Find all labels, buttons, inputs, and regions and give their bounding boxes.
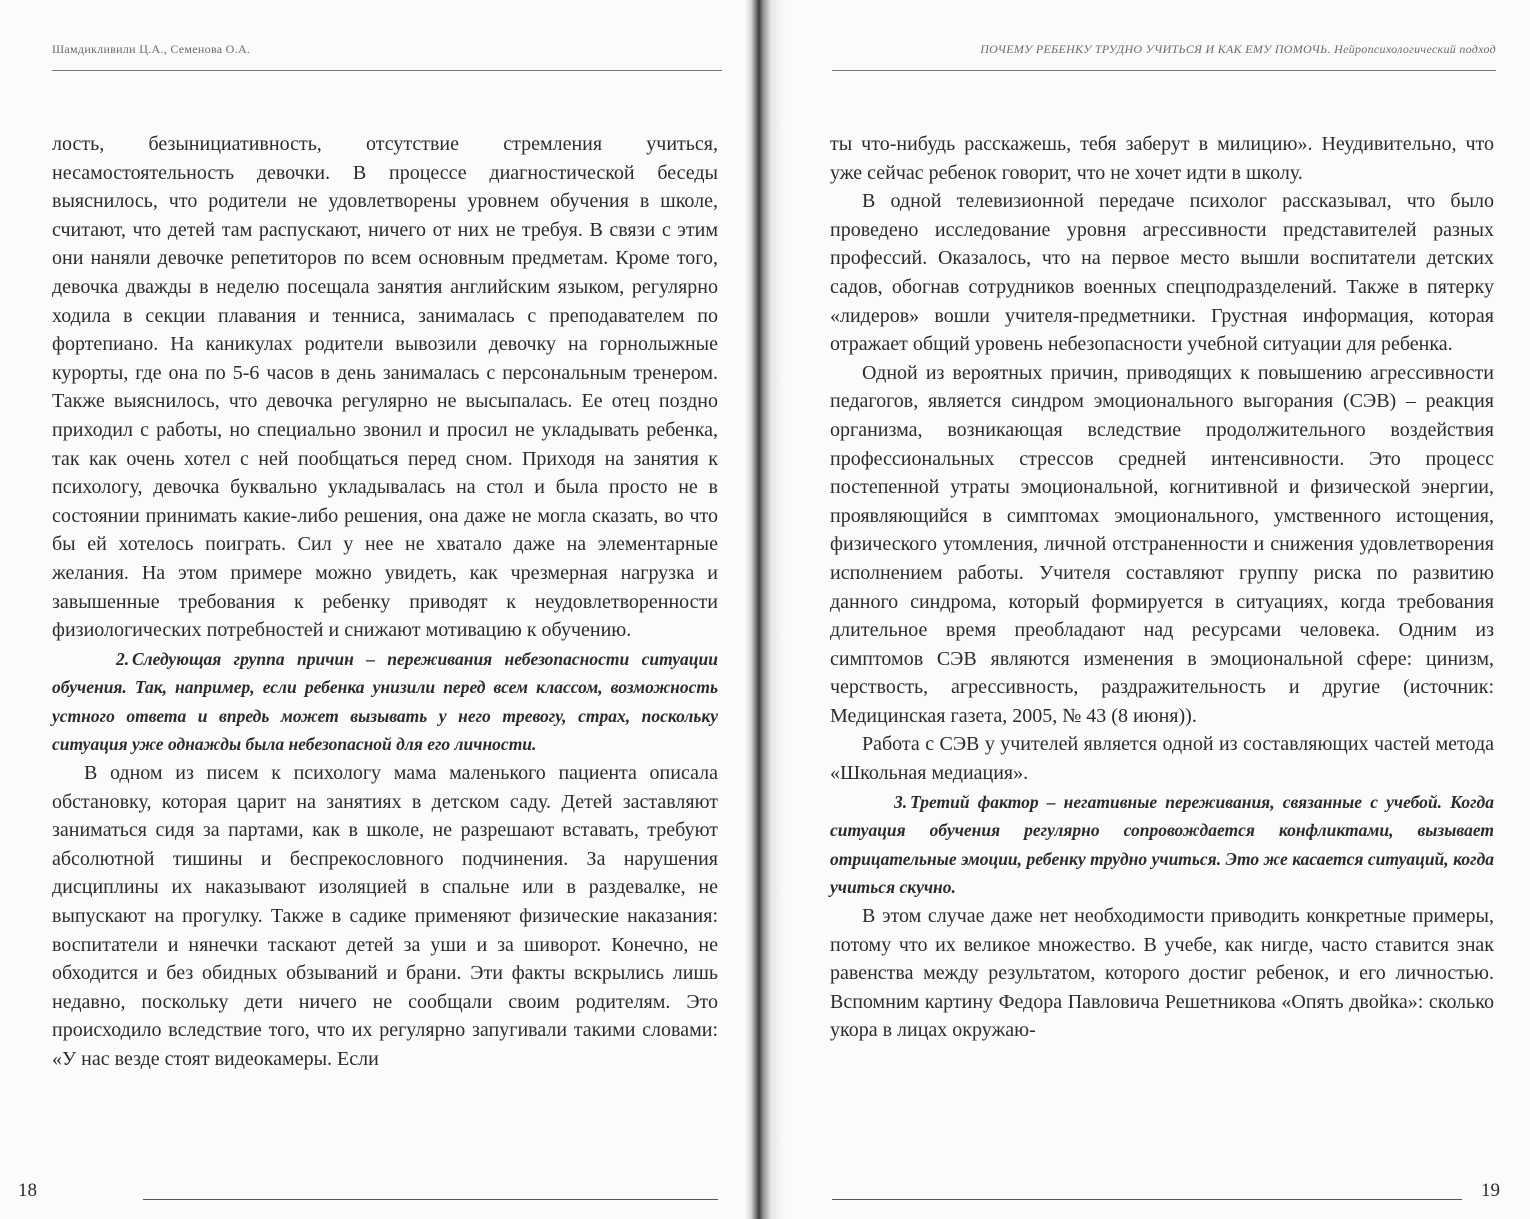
book-gutter [745,0,785,1219]
right-emphasis-paragraph [830,788,1494,902]
left-page [0,0,752,1219]
right-emphasis-number: 3. [894,791,908,812]
right-page [780,0,1530,1219]
right-footer-rule [832,1199,1462,1200]
left-running-head: Шамдикливили Ц.А., Семенова О.А. [52,42,251,56]
left-footer-rule [143,1199,718,1200]
left-header-rule [52,70,722,71]
right-paragraph-3: Одной из вероятных причин, приводящих к повышению агрессивности педагогов, является синдром эмоционального выгорания (СЭВ) – реакция организма, возникающая вследствие продолжительного воздействия профессиональных стрессов средней интенсивности. Это процесс постепенной утраты эмоциональной, когнитивной и физической энергии, проявляющийся в симптомах эмоционального, умственного истощения, физического утомления, личной отстраненности и снижения удовлетворения исполнением работы. Учителя составляют группу риска по развитию данного синдрома, который формируется в ситуациях, когда требования длительное время преобладают над ресурсами человека. Одним из симптомов СЭВ являются изменения в эмоциональной сфере: цинизм, черствость, агрессивность, раздражительность и другие (источник: Медицинская газета, 2005, № 43 (8 июня)). [830,361,1494,727]
right-paragraph-2: В одной телевизионной передаче психолог рассказывал, что было проведено исследование уровня агрессивности представителей разных профессий. Оказалось, что на первое место вышли воспитатели детских садов, обогнав сотрудников военных спецподразделений. Также в пятерку «лидеров» вошли учителя-предметники. Грустная информация, которая отражает общий уровень небезопасности учебной ситуации для ребенка. [830,190,1494,356]
right-paragraph-5: В этом случае даже нет необходимости приводить конкретные примеры, потому что их великое множество. В учебе, как нигде, часто ставится знак равенства между результатом, которого достиг ребенок, и его личностью. Вспомним картину Федора Павловича Решетникова «Опять двойка»: сколько укора в лицах окружаю- [830,905,1494,1042]
left-page-number: 18 [18,1180,37,1201]
left-paragraph-1: лость, безынициативность, отсутствие стремления учиться, несамостоятельность девочки. В процессе диагностической беседы выяснилось, что родители не удовлетворены уровнем обучения в школе, считают, что детей там распускают, ничего от них не требуя. В связи с этим они наняли девочке репетиторов по всем основным предметам. Кроме того, девочка дважды в неделю посещала занятия английским языком, регулярно ходила в секции плавания и тенниса, занималась с преподавателем по фортепиано. На каникулах родители вывозили девочку на горнолыжные курорты, где она по 5-6 часов в день занималась с персональным тренером. Также выяснилось, что девочка регулярно не высыпалась. Ее отец поздно приходил с работы, но специально звонил и просил не укладывать ребенка, так как очень хотел с ней пообщаться перед сном. Приходя на занятия к психологу, девочка буквально укладывалась на стол и была просто не в состоянии принимать какие-либо решения, она даже не могла сказать, во что бы ей хотелось поиграть. Сил у нее не хватало даже на элементарные желания. На этом примере можно увидеть, как чрезмерная нагрузка и завышенные требования к ребенку приводят к неудовлетворенности физиологических потребностей и снижают мотивацию к обучению. [52,133,718,642]
right-header-rule [832,70,1496,71]
right-page-number: 19 [1481,1180,1500,1201]
right-running-head: ПОЧЕМУ РЕБЕНКУ ТРУДНО УЧИТЬСЯ И КАК ЕМУ ПОМОЧЬ. Нейропсихологический подход [980,42,1496,56]
left-emphasis-text: Следующая группа причин – переживания небезопасности ситуации обучения. Так, например, если ребенка унизили перед всем классом, возможность устного ответа и впредь может вызывать у него тревогу, страх, поскольку ситуация уже однажды была небезопасной для его личности. [52,648,718,755]
left-emphasis-number: 2. [116,648,130,669]
right-emphasis-text: Третий фактор – негативные переживания, связанные с учебой. Когда ситуация обучения регулярно сопровождается конфликтами, вызывает отрицательные эмоции, ребенку трудно учиться. Это же касается ситуаций, когда учиться скучно. [830,791,1494,898]
left-paragraph-2: В одном из писем к психологу мама маленького пациента описала обстановку, которая царит на занятиях в детском саду. Детей заставляют заниматься сидя за партами, как в школе, не разрешают вставать, требуют абсолютной тишины и беспрекословного подчинения. За нарушения дисциплины их наказывают изоляцией в спальне или в раздевалке, не выпускают на прогулку. Также в садике применяют физические наказания: воспитатели и нянечки таскают детей за уши и за шиворот. Конечно, не обходится и без обидных обзываний и брани. Эти факты вскрылись лишь недавно, поскольку дети ничего не сообщали своим родителям. Это происходило вследствие того, что их регулярно запугивали такими словами: «У нас везде стоят видеокамеры. Если [52,762,718,1070]
left-emphasis-paragraph [52,645,718,759]
right-paragraph-1: ты что-нибудь расскажешь, тебя заберут в милицию». Неудивительно, что уже сейчас ребенок говорит, что не хочет идти в школу. [830,133,1494,184]
left-body-text [52,130,718,1074]
right-body-text [830,130,1494,1045]
right-paragraph-4: Работа с СЭВ у учителей является одной из составляющих частей метода «Школьная медиация». [830,733,1494,785]
